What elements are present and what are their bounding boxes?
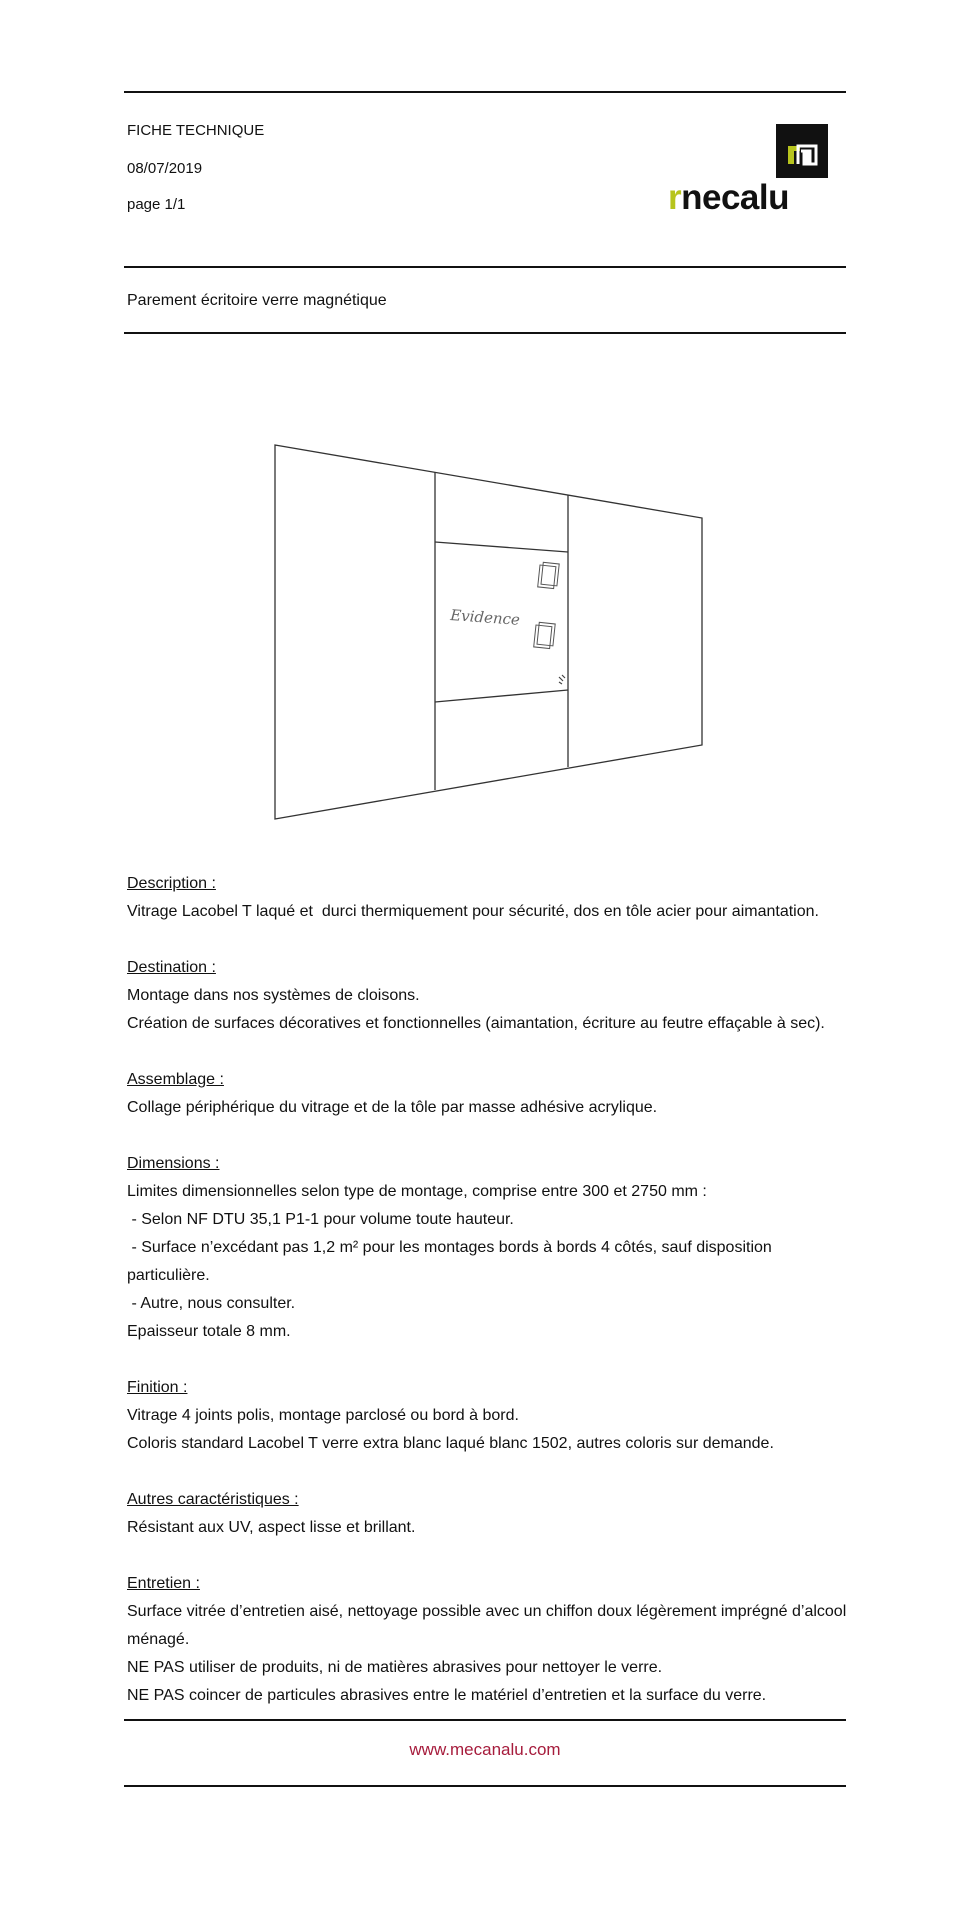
section	[127, 1150, 847, 1346]
section-line: NE PAS utiliser de produits, ni de matières abrasives pour nettoyer le verre.	[127, 1659, 663, 1676]
header-bottom-rule	[124, 266, 846, 268]
section-title: Finition :	[127, 1379, 188, 1396]
section	[127, 954, 847, 1038]
footer-top-rule	[124, 1719, 846, 1721]
section-line: ménagé.	[127, 1631, 190, 1648]
section-line: Résistant aux UV, aspect lisse et brillant.	[127, 1519, 416, 1536]
section-line: Limites dimensionnelles selon type de montage, comprise entre 300 et 2750 mm :	[127, 1183, 707, 1200]
section-line: Montage dans nos systèmes de cloisons.	[127, 987, 420, 1004]
section-line: Surface vitrée d’entretien aisé, nettoyage possible avec un chiffon doux légèrement imprégné d’alcool	[127, 1603, 847, 1620]
section	[127, 1570, 847, 1710]
doc-date: 08/07/2019	[127, 160, 203, 177]
header-top-rule	[124, 91, 846, 93]
logo-rest: necalu	[681, 178, 790, 217]
title-bottom-rule	[124, 332, 846, 334]
section-line: - Surface n’excédant pas 1,2 m² pour les montages bords à bords 4 côtés, sauf disposition particulière.	[127, 1239, 777, 1284]
spec-sections	[127, 870, 847, 1738]
footer-bottom-rule	[124, 1785, 846, 1787]
website-link[interactable]: www.mecanalu.com	[409, 1740, 561, 1759]
page-number: page 1/1	[127, 196, 186, 213]
section-title: Destination :	[127, 959, 216, 976]
section-line: Vitrage 4 joints polis, montage parclosé ou bord à bord.	[127, 1407, 519, 1424]
section-line: - Autre, nous consulter.	[127, 1295, 296, 1312]
section-title: Entretien :	[127, 1575, 200, 1592]
section-line: Coloris standard Lacobel T verre extra blanc laqué blanc 1502, autres coloris sur demande.	[127, 1435, 774, 1452]
product-illustration	[270, 440, 710, 835]
section	[127, 1066, 847, 1122]
section-line: Epaisseur totale 8 mm.	[127, 1323, 291, 1340]
section-title: Dimensions :	[127, 1155, 220, 1172]
section-line: Création de surfaces décoratives et fonctionnelles (aimantation, écriture au feutre effaçable à sec).	[127, 1015, 825, 1032]
document-title: Parement écritoire verre magnétique	[127, 292, 387, 309]
section	[127, 1374, 847, 1458]
section-line: NE PAS coincer de particules abrasives entre le matériel d’entretien et la surface du verre.	[127, 1687, 767, 1704]
logo-icon	[776, 124, 828, 178]
section-title: Assemblage :	[127, 1071, 224, 1088]
section	[127, 870, 847, 926]
board-label: Evidence	[449, 606, 521, 629]
section-line: - Selon NF DTU 35,1 P1-1 pour volume toute hauteur.	[127, 1211, 514, 1228]
section-title: Description :	[127, 875, 216, 892]
logo-first-letter: r	[668, 178, 682, 217]
section	[127, 1486, 847, 1542]
section-title: Autres caractéristiques :	[127, 1491, 299, 1508]
doc-type: FICHE TECHNIQUE	[127, 122, 265, 139]
section-line: Vitrage Lacobel T laqué et durci thermiquement pour sécurité, dos en tôle acier pour aimantation.	[127, 903, 819, 920]
logo-wordmark	[668, 178, 789, 218]
section-line: Collage périphérique du vitrage et de la tôle par masse adhésive acrylique.	[127, 1099, 658, 1116]
